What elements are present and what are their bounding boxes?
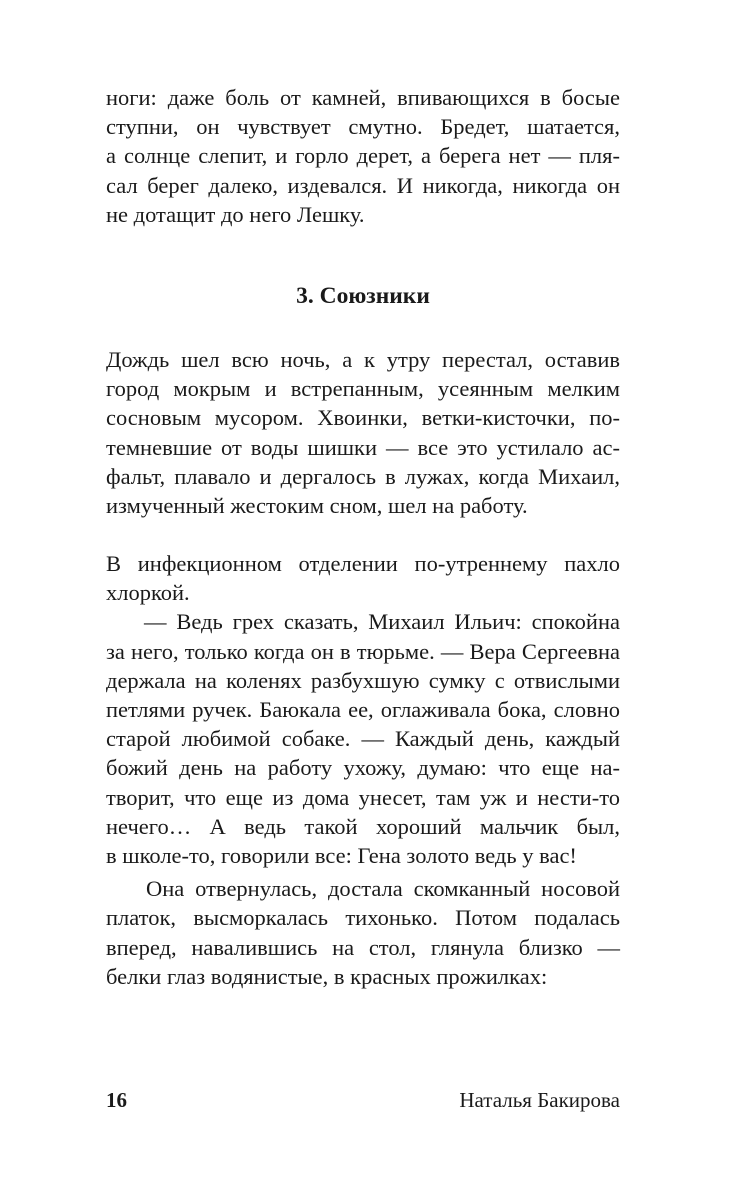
- text-line: белки глаз водянистые, в красных прожилках:: [106, 963, 548, 989]
- text-line: хлоркой.: [106, 580, 190, 606]
- text-line: держала на коленях разбухшую сумку с отвислыми: [106, 667, 620, 693]
- paragraph-1: [106, 345, 620, 520]
- text-line: нечего… А ведь такой хороший мальчик был,: [106, 813, 620, 839]
- chapter-heading: 3. Союзники: [296, 282, 430, 309]
- text-line: вперед, навалившись на стол, глянула близко —: [106, 934, 620, 960]
- text-line: темневшие от воды шишки — все это устилало ас-: [106, 434, 620, 460]
- top-paragraph: [106, 83, 620, 229]
- paragraph-2: [106, 549, 620, 607]
- paragraph-4: [106, 874, 620, 991]
- section-gap: [106, 520, 620, 549]
- text-line: сал берег далеко, издевался. И никогда, никогда он: [106, 172, 620, 198]
- page-number: 16: [106, 1088, 127, 1112]
- text-line: Она отвернулась, достала скомканный носовой: [146, 876, 620, 902]
- text-line: — Ведь грех сказать, Михаил Ильич: спокойна: [144, 609, 620, 635]
- text-line: фальт, плавало и дергалось в лужах, когда Михаил,: [106, 463, 620, 489]
- text-line: Дождь шел всю ночь, а к утру перестал, оставив: [106, 346, 620, 372]
- text-line: ступни, он чувствует смутно. Бредет, шатается,: [106, 114, 620, 140]
- text-line: В инфекционном отделении по-утреннему пахло: [106, 551, 620, 577]
- text-line: платок, высморкалась тихонько. Потом подалась: [106, 905, 620, 931]
- text-line: божий день на работу ухожу, думаю: что еще на-: [106, 755, 620, 781]
- text-line: в школе-то, говорили все: Гена золото ведь у вас!: [106, 842, 577, 868]
- paragraph-3: [106, 607, 620, 870]
- text-line: не дотащит до него Лешку.: [106, 201, 365, 227]
- text-line: сосновым мусором. Хвоинки, ветки-кисточки, по-: [106, 405, 620, 431]
- running-author: Наталья Бакирова: [459, 1088, 620, 1112]
- text-line: творит, что еще из дома унесет, там уж и нести-то: [106, 784, 620, 810]
- page-body: [106, 83, 620, 991]
- text-line: город мокрым и встрепанным, усеянным мелким: [106, 376, 620, 402]
- text-line: а солнце слепит, и горло дерет, а берега нет — пля-: [106, 143, 620, 169]
- text-line: петлями ручек. Баюкала ее, оглаживала бока, словно: [106, 697, 620, 722]
- text-line: за него, только когда он в тюрьме. — Вера Сергеевна: [106, 638, 620, 664]
- text-line: измученный жестоким сном, шел на работу.: [106, 492, 528, 518]
- text-line: старой любимой собаке. — Каждый день, каждый: [106, 726, 620, 752]
- text-line: ноги: даже боль от камней, впивающихся в босые: [106, 85, 620, 110]
